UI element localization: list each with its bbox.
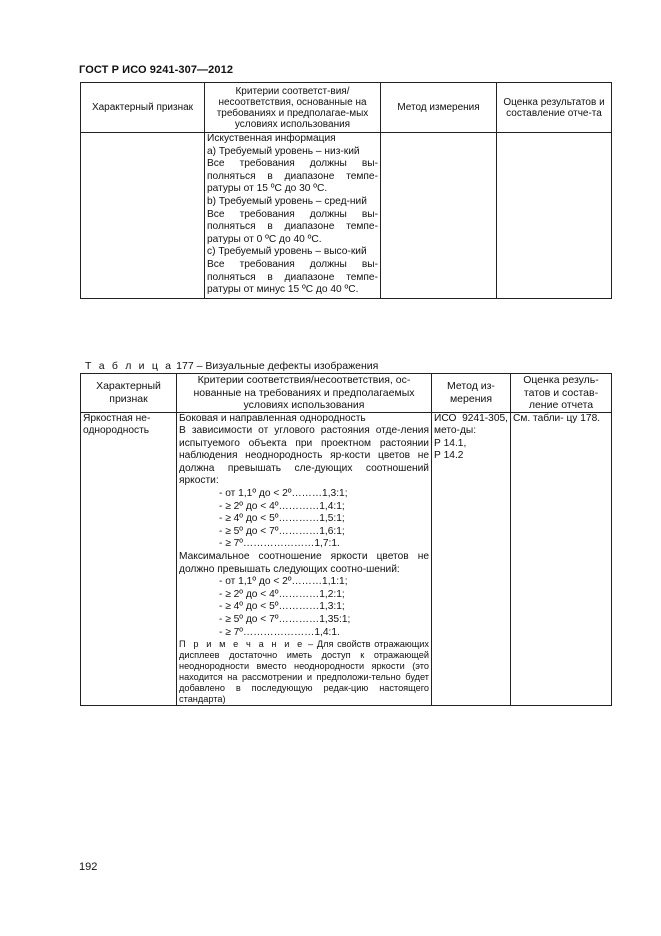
note-label: П р и м е ч а н и е: [179, 639, 305, 650]
method-line: Р 14.2: [434, 450, 464, 462]
criteria-line: b) Требуемый уровень – сред-ний: [207, 195, 367, 207]
criteria-cell: [205, 133, 381, 299]
table-row: [81, 412, 612, 706]
ratio-line: - от 1,1º до < 2º………1,1:1;: [219, 576, 348, 588]
table-caption: [85, 360, 378, 373]
ratio-line: - ≥ 5º до < 7º…………1,6:1;: [219, 525, 345, 537]
ratio-line: - ≥ 7º…………………1,4:1.: [219, 626, 340, 638]
feature-cell: [81, 133, 205, 299]
column-header-feature: Характерный признак: [81, 83, 205, 133]
criteria-title: Боковая и направленная однородность: [179, 412, 366, 424]
note: [179, 639, 429, 705]
criteria-cell: [177, 412, 432, 706]
evaluation-cell: См. табли- цу 178.: [511, 412, 612, 706]
ratio-line: - от 1,1º до < 2º………1,3:1;: [219, 488, 348, 500]
table-177: [80, 373, 612, 706]
feature-cell: Яркостная не-однородность: [81, 412, 177, 706]
caption-text: 177 – Визуальные дефекты изображения: [176, 360, 379, 372]
document-header: ГОСТ Р ИСО 9241-307—2012: [79, 64, 234, 76]
ratio-line: - ≥ 2º до < 4º…………1,2:1;: [219, 588, 345, 600]
criteria-line: Все требования должны вы-полняться в диапазоне темпе-ратуры от 15 ºС до 30 ºС.: [207, 158, 378, 195]
page-number: 192: [79, 861, 98, 873]
criteria-intro: В зависимости от углового растояния отде-ления испытуемого объекта при проектном растоянии наблюдения неоднородность яр-кости цветов не должна превышать сле-дующих соотношений яркости:: [179, 425, 429, 487]
criteria-max: Максимальное соотношение яркости цветов не должно превышать следующих соотно-шений:: [179, 551, 429, 575]
evaluation-cell: [497, 133, 612, 299]
column-header-method: Метод измерения: [381, 83, 497, 133]
column-header-criteria: Критерии соответст-вия/несоответствия, основанные на требованиях и предполагае-мых условиях использования: [205, 83, 381, 133]
table-row: [81, 133, 612, 299]
criteria-line: а) Требуемый уровень – низ-кий: [207, 145, 360, 157]
criteria-line: с) Требуемый уровень – высо-кий: [207, 246, 367, 258]
method-cell: [381, 133, 497, 299]
ratio-line: - ≥ 4º до < 5º…………1,3:1;: [219, 601, 345, 613]
caption-label: Т а б л и ц а: [85, 360, 174, 372]
ratio-line: - ≥ 7º…………………1,7:1.: [219, 538, 340, 550]
ratio-line: - ≥ 4º до < 5º…………1,5:1;: [219, 513, 345, 525]
method-cell: [432, 412, 511, 706]
method-line: ИСО 9241-305, мето-ды:: [434, 412, 508, 437]
method-line: Р 14.1,: [434, 437, 467, 449]
table-continued: [80, 82, 612, 299]
note-text: – Для свойств отражающих дисплеев достаточно иметь доступ к отражающей неоднородности вместо неоднородности яркости (это находится на рассмотрении и предположи-тельно будет добавлено в последующую редак-цию настоящего стандарта): [179, 639, 429, 705]
column-header-criteria: Критерии соответствия/несоответствия, ос-нованные на требованиях и предполагаемых условиях использования: [177, 374, 432, 413]
ratio-line: - ≥ 5º до < 7º…………1,35:1;: [219, 614, 351, 625]
column-header-evaluation: Оценка результатов и составление отче-та: [497, 83, 612, 133]
column-header-method: Метод из-мерения: [432, 374, 511, 413]
ratio-line: - ≥ 2º до < 4º…………1,4:1;: [219, 500, 345, 512]
criteria-line: Все требования должны вы-полняться в диапазоне темпе-ратуры от 0 ºС до 40 ºС.: [207, 208, 378, 245]
column-header-evaluation: Оценка резуль-татов и состав-ление отчета: [511, 374, 612, 413]
table-header-row: [81, 83, 612, 133]
column-header-feature: Характерный признак: [81, 374, 177, 413]
criteria-line: Искуственная информация: [207, 133, 336, 144]
criteria-line: Все требования должны вы-полняться в диапазоне темпе-ратуры от минус 15 ºС до 40 ºС.: [207, 258, 378, 296]
table-header-row: [81, 374, 612, 413]
